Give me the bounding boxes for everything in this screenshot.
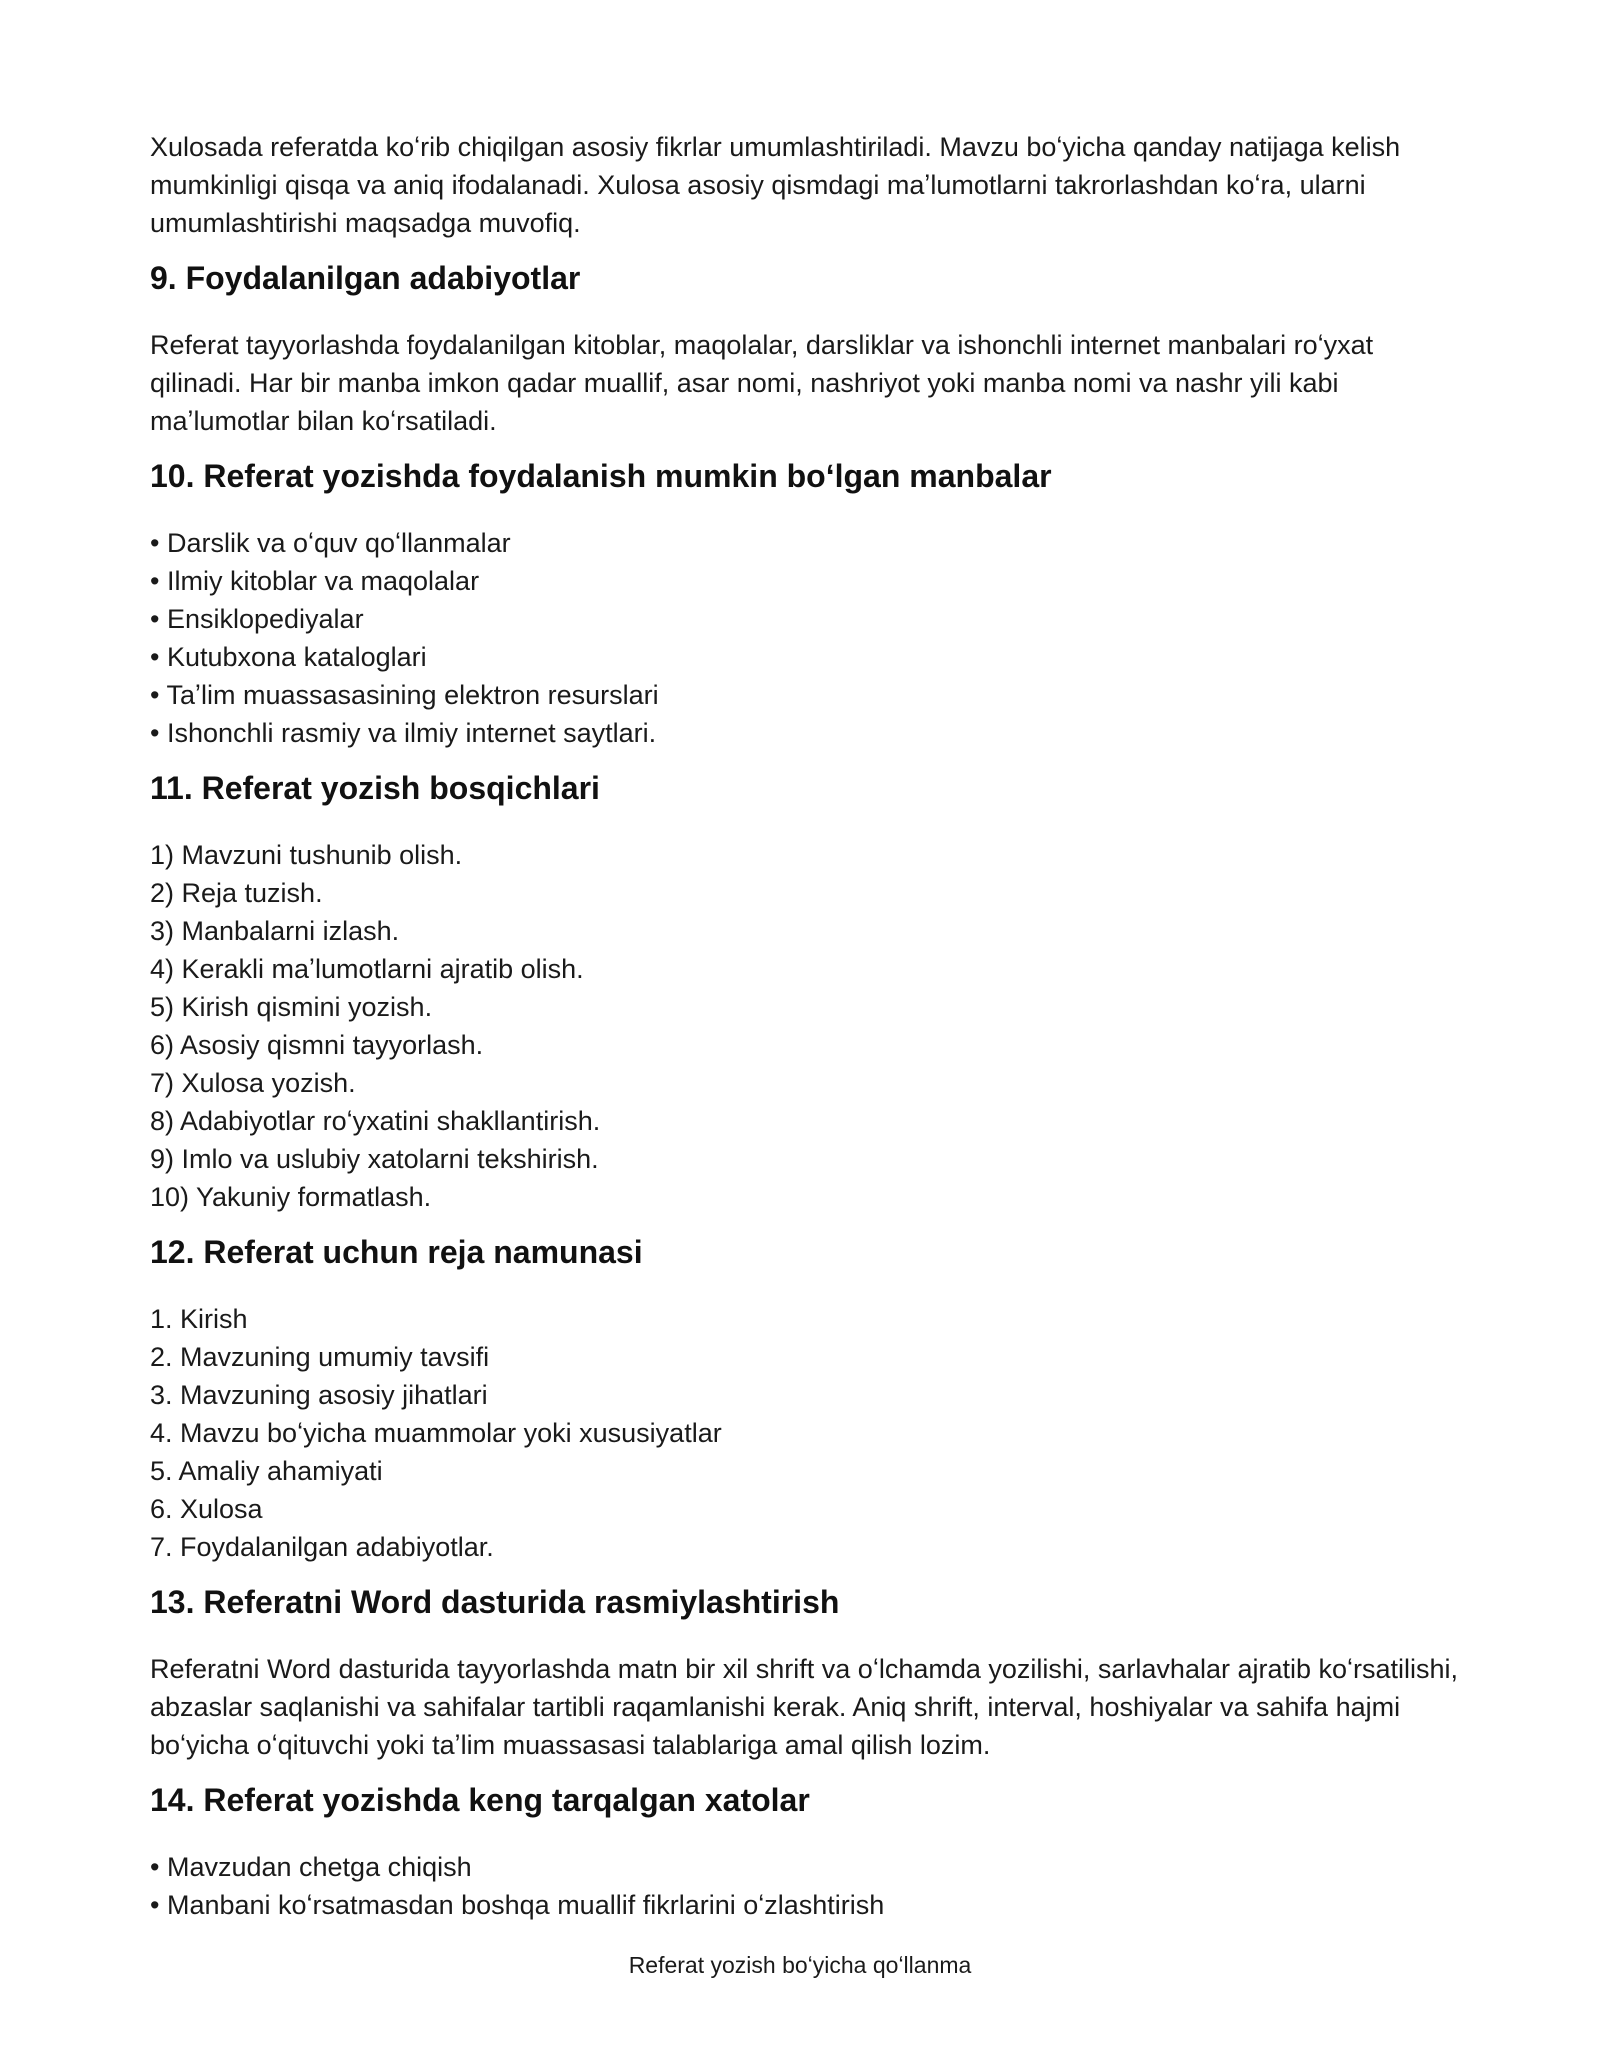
list-item: 7. Foydalanilgan adabiyotlar. bbox=[150, 1532, 494, 1562]
list-item: • Taʼlim muassasasining elektron resurslari bbox=[150, 680, 659, 710]
list-item: 3. Mavzuning asosiy jihatlari bbox=[150, 1380, 488, 1410]
section-heading-stages: 11. Referat yozish bosqichlari bbox=[150, 770, 600, 806]
section-heading-common-mistakes: 14. Referat yozishda keng tarqalgan xatolar bbox=[150, 1782, 810, 1818]
list-item: 5. Amaliy ahamiyati bbox=[150, 1456, 383, 1486]
references-paragraph: Referat tayyorlashda foydalanilgan kitoblar, maqolalar, darsliklar va ishonchli internet manbalari roʻyxat qilinadi. Har bir manba imkon qadar muallif, asar nomi, nashriyot yoki manba nomi va nashr yili kabi maʼlumotlar bilan koʻrsatiladi. bbox=[150, 330, 1374, 436]
list-item: 4) Kerakli maʼlumotlarni ajratib olish. bbox=[150, 954, 584, 984]
list-item: 1. Kirish bbox=[150, 1304, 248, 1334]
list-item: 6) Asosiy qismni tayyorlash. bbox=[150, 1030, 484, 1060]
section-heading-sources: 10. Referat yozishda foydalanish mumkin boʻlgan manbalar bbox=[150, 458, 1052, 494]
list-item: • Kutubxona kataloglari bbox=[150, 642, 427, 672]
list-item: • Ishonchli rasmiy va ilmiy internet saytlari. bbox=[150, 718, 657, 748]
list-item: 5) Kirish qismini yozish. bbox=[150, 992, 433, 1022]
list-item: 4. Mavzu boʻyicha muammolar yoki xususiyatlar bbox=[150, 1418, 722, 1448]
list-item: 1) Mavzuni tushunib olish. bbox=[150, 840, 463, 870]
list-item: 2) Reja tuzish. bbox=[150, 878, 323, 908]
document-page bbox=[150, 128, 1460, 1924]
list-item: 10) Yakuniy formatlash. bbox=[150, 1182, 432, 1212]
list-item: • Mavzudan chetga chiqish bbox=[150, 1852, 472, 1882]
list-item: • Darslik va oʻquv qoʻllanmalar bbox=[150, 528, 511, 558]
list-item: 7) Xulosa yozish. bbox=[150, 1068, 356, 1098]
conclusion-paragraph: Xulosada referatda koʻrib chiqilgan asosiy fikrlar umumlashtiriladi. Mavzu boʻyicha qanday natijaga kelish mumkinligi qisqa va aniq ifodalanadi. Xulosa asosiy qismdagi maʼlumotlarni takrorlashdan koʻra, ularni umumlashtirishi maqsadga muvofiq. bbox=[150, 132, 1401, 238]
page-footer: Referat yozish boʻyicha qoʻllanma bbox=[628, 1952, 972, 1978]
stages-list bbox=[150, 836, 1460, 1216]
list-item: 2. Mavzuning umumiy tavsifi bbox=[150, 1342, 490, 1372]
section-heading-references: 9. Foydalanilgan adabiyotlar bbox=[150, 260, 581, 296]
list-item: 8) Adabiyotlar roʻyxatini shakllantirish. bbox=[150, 1106, 601, 1136]
list-item: 6. Xulosa bbox=[150, 1494, 263, 1524]
list-item: • Manbani koʻrsatmasdan boshqa muallif fikrlarini oʻzlashtirish bbox=[150, 1890, 885, 1920]
word-formatting-paragraph: Referatni Word dasturida tayyorlashda matn bir xil shrift va oʻlchamda yozilishi, sarlavhalar ajratib koʻrsatilishi, abzaslar saqlanishi va sahifalar tartibli raqamlanishi kerak. Aniq shrift, interval, hoshiyalar va sahifa hajmi boʻyicha oʻqituvchi yoki taʼlim muassasasi talablariga amal qilish lozim. bbox=[150, 1654, 1459, 1760]
section-heading-plan-sample: 12. Referat uchun reja namunasi bbox=[150, 1234, 643, 1270]
section-heading-word-formatting: 13. Referatni Word dasturida rasmiylashtirish bbox=[150, 1584, 840, 1620]
plan-list bbox=[150, 1300, 1460, 1566]
mistakes-list bbox=[150, 1848, 1460, 1924]
list-item: • Ensiklopediyalar bbox=[150, 604, 364, 634]
sources-list bbox=[150, 524, 1460, 752]
list-item: 3) Manbalarni izlash. bbox=[150, 916, 400, 946]
list-item: • Ilmiy kitoblar va maqolalar bbox=[150, 566, 480, 596]
list-item: 9) Imlo va uslubiy xatolarni tekshirish. bbox=[150, 1144, 599, 1174]
